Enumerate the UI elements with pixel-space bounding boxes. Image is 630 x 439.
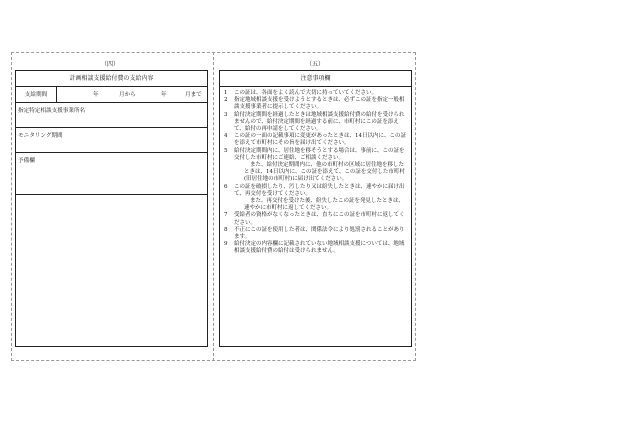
fold-line <box>213 52 214 361</box>
note-number: 2 <box>224 97 228 104</box>
period-row <box>16 87 207 103</box>
period-label: 支給期間 <box>16 87 57 102</box>
note-number <box>224 162 234 184</box>
note-item <box>224 241 407 255</box>
left-panel-title: 計画相談支援給付費の支給内容 <box>16 71 207 87</box>
note-number <box>224 198 234 212</box>
left-panel <box>15 70 208 347</box>
note-number: 3 <box>224 111 228 118</box>
note-text: この証を破損したり、汚したり又は紛失したときは、速やかに届け出て、再交付を受けてください。 <box>234 183 405 197</box>
note-item <box>224 162 407 184</box>
left-panel-number: （四） <box>100 61 119 68</box>
note-number: 4 <box>224 133 228 140</box>
note-item <box>224 198 407 212</box>
note-text: 指定地域相談支援を受けようとするときは、必ずこの証を指定一般相談支援事業者に提示してください。 <box>234 97 405 111</box>
period-year: 年 <box>93 92 99 98</box>
remarks-label: 予備欄 <box>18 158 35 164</box>
note-text: 受給者の資格がなくなったときは、直ちにこの証を市町村に返してください。 <box>234 212 405 226</box>
note-text: この証の一面の記載事項に変更があったときは、14日以内に、この証を添えて市町村にその旨を届け出てください。 <box>234 133 406 147</box>
note-number: 9 <box>224 241 228 248</box>
provider-label: 指定特定相談支援事業所名 <box>18 108 86 114</box>
note-text: また、再交付を受けた後、紛失したこの証を発見したときは、速やかに市町村に返してください。 <box>244 198 405 212</box>
note-text: また、給付決定期間内に、他の市町村の区域に居住地を移したときは、14日以内に、この証を添えて、この証を交付した市町村(旧居住地の市町村)に届け出てください。 <box>244 162 405 183</box>
note-number: 5 <box>224 147 228 154</box>
monitoring-label: モニタリング期間 <box>18 133 63 139</box>
note-item <box>224 212 407 226</box>
notes-list <box>220 87 411 256</box>
note-number: 1 <box>224 90 228 96</box>
note-number: 8 <box>224 226 228 233</box>
note-number: 7 <box>224 212 228 219</box>
provider-row <box>16 103 207 128</box>
note-item <box>224 227 407 241</box>
monitoring-row <box>16 128 207 153</box>
period-value <box>57 87 207 102</box>
note-text: 給付決定期間を経過したときは地域相談支援給付費の給付を受けられませんので、給付決定期間を経過する前に、市町村にこの証を添えて、給付の再申請をしてください。 <box>234 111 405 133</box>
right-panel-number: （五） <box>305 61 324 68</box>
note-item <box>224 112 407 134</box>
period-month-to: 月まで <box>185 92 202 98</box>
note-item <box>224 184 407 198</box>
note-number: 6 <box>224 183 228 190</box>
note-item <box>224 148 407 162</box>
period-year2: 年 <box>161 92 167 98</box>
note-text: この証は、各面をよく読んで大切に持っていてください。 <box>234 90 378 96</box>
note-text: 不正にこの証を使用した者は、関係法令により処罰されることがあります。 <box>234 226 405 241</box>
right-panel <box>219 70 412 347</box>
note-item <box>224 97 407 111</box>
remarks-row <box>16 153 207 195</box>
note-text: 給付決定期間内に、居住地を移そうとする場合は、事前に、この証を交付した市町村にご連絡、ご相談ください。 <box>234 147 405 161</box>
period-month-from: 月から <box>119 92 136 98</box>
note-text: 給付決定の内容欄に記載されていない地域相談支援については、地域相談支援給付費の給付は受けられません。 <box>234 241 405 255</box>
right-panel-title: 注意事項欄 <box>220 71 411 87</box>
note-item <box>224 133 407 147</box>
